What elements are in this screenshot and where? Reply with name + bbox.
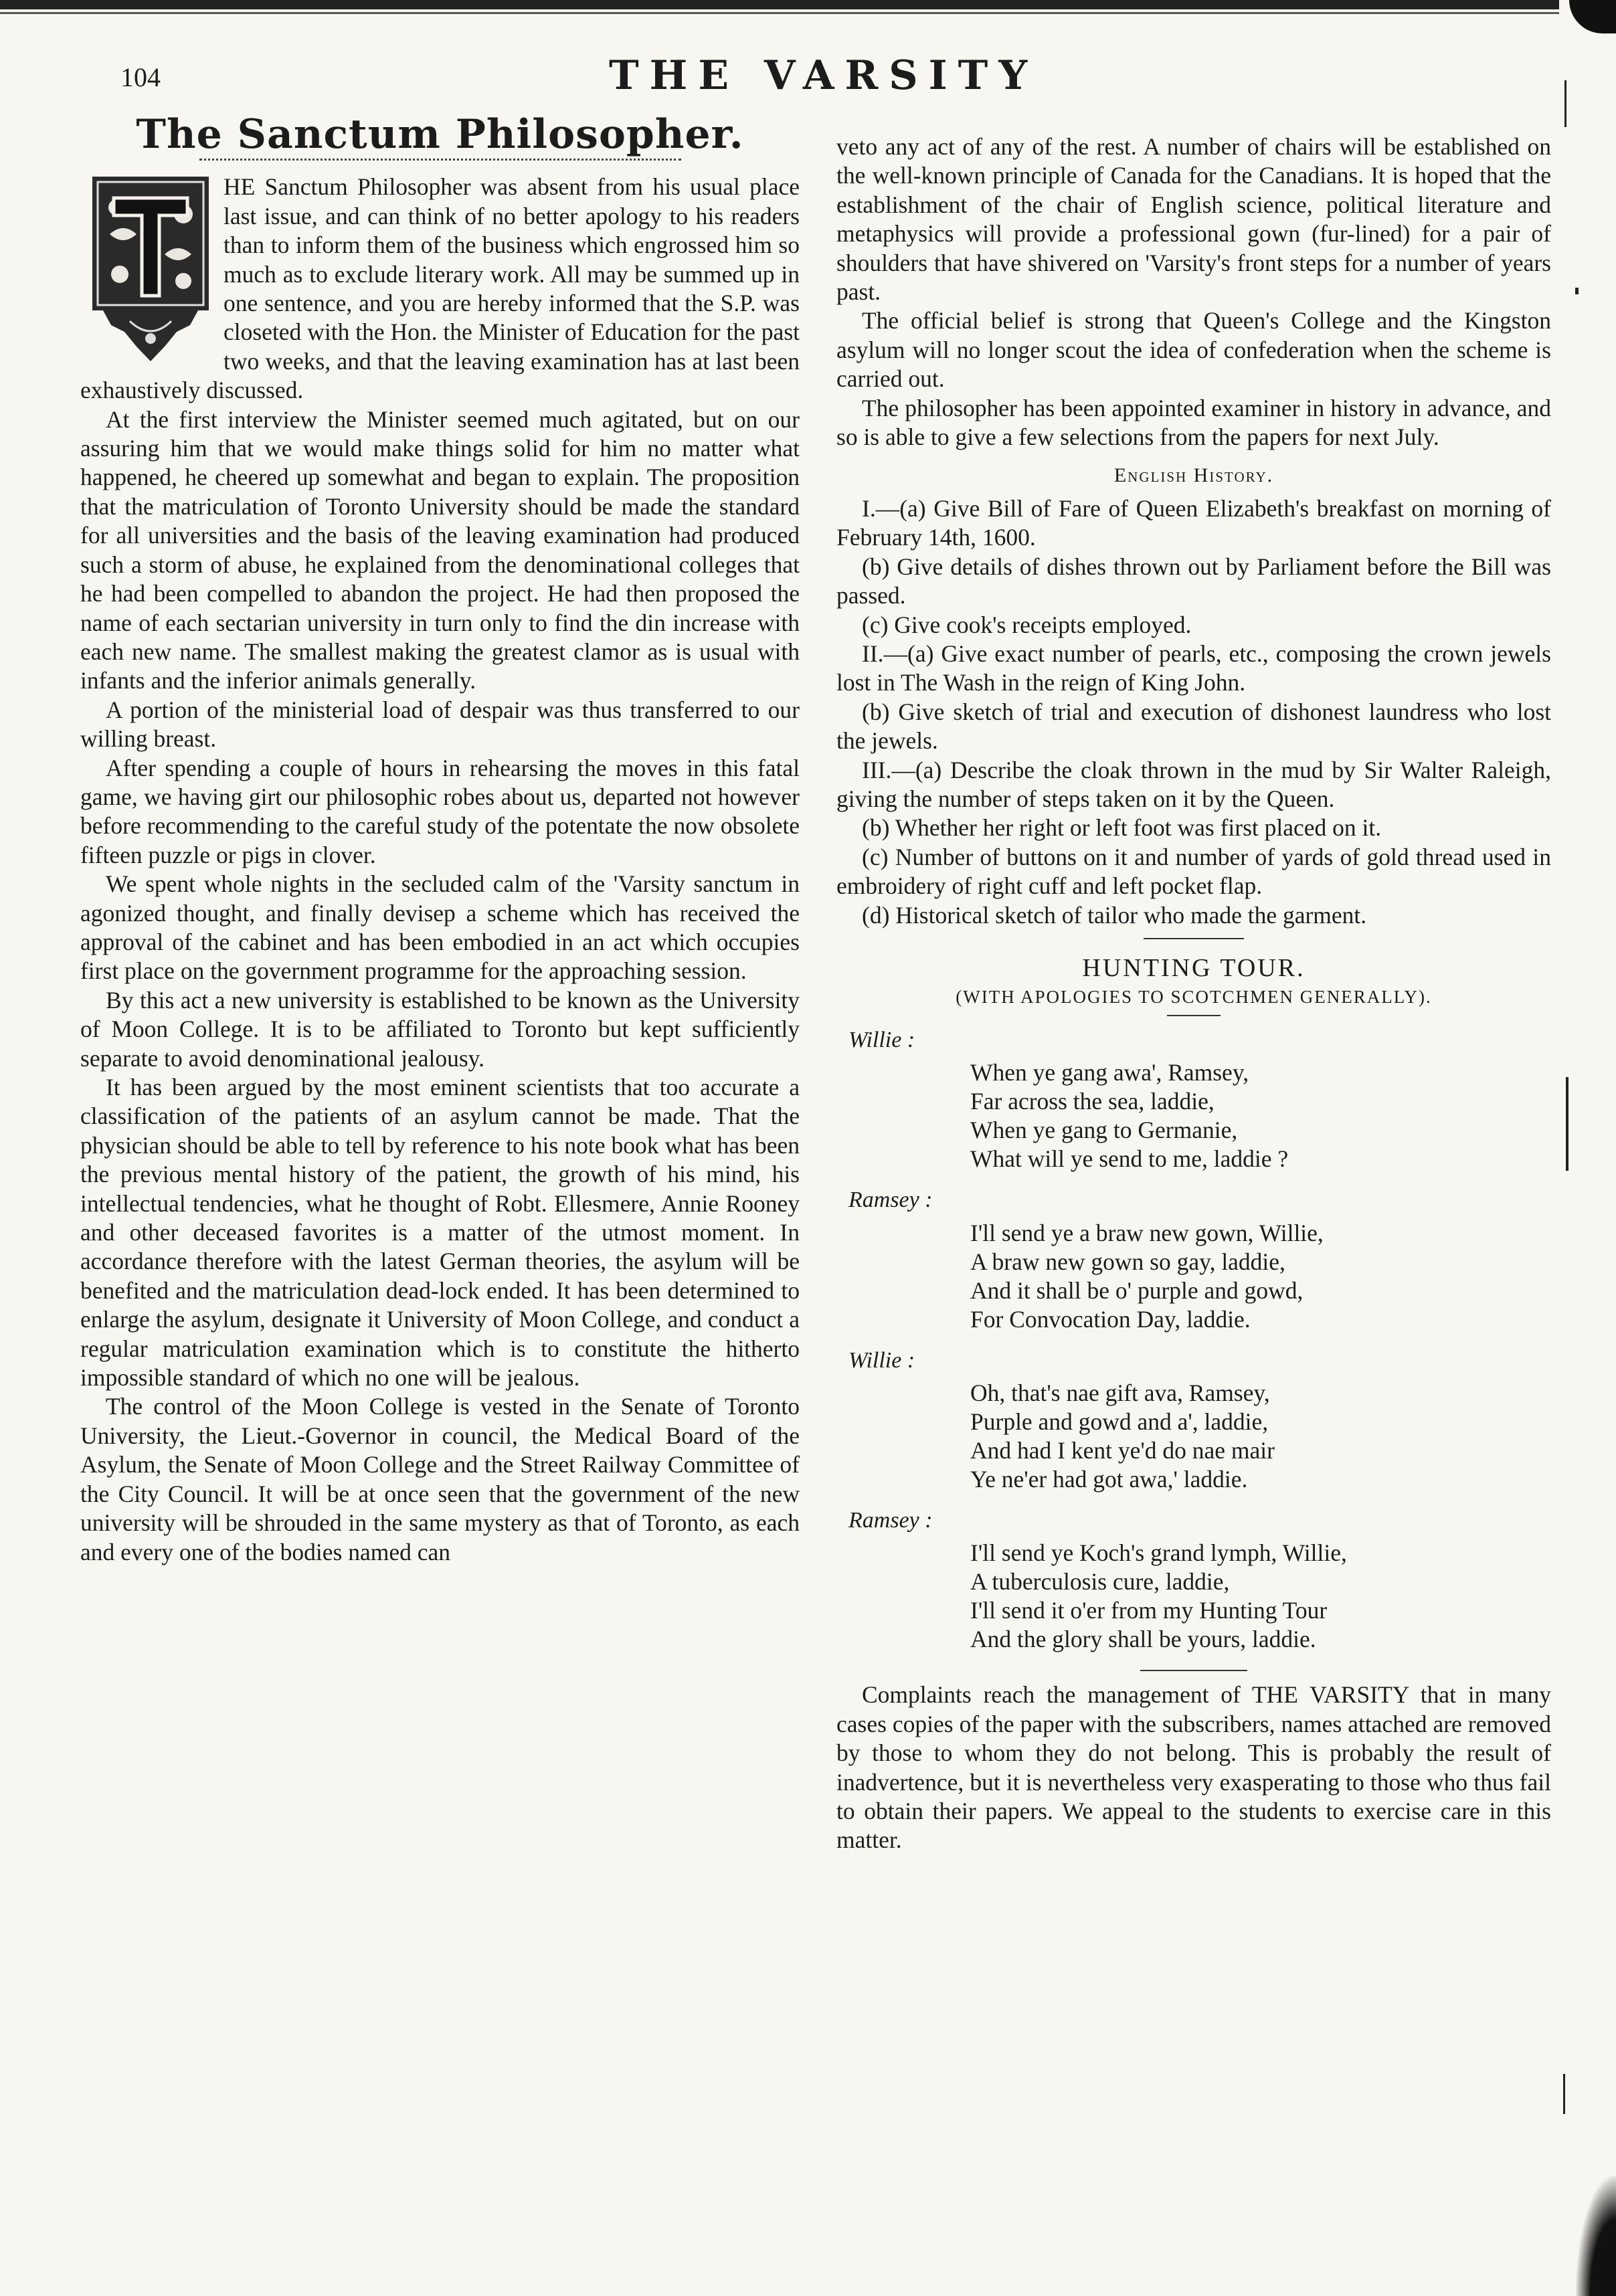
poem-line: Far across the sea, laddie, [970, 1088, 1215, 1115]
poem-line: I'll send ye a braw new gown, Willie, [970, 1219, 1324, 1246]
scan-margin-mark [1563, 2074, 1565, 2114]
section-divider [1144, 938, 1244, 939]
article-paragraph: After spending a couple of hours in rehearsing the moves in this fatal game, we having girt our philosophic robes about us, departed not however before recommending to the careful study of the potentate the now obsolete fifteen puzzle or pigs in clover. [80, 754, 800, 868]
exam-question: (c) Number of buttons on it and number of yards of gold thread used in embroidery of right cuff and left pocket flap. [836, 843, 1551, 900]
scan-margin-mark [1564, 80, 1566, 127]
title-dotted-rule [199, 159, 681, 161]
poem-stanza-block [836, 1026, 1551, 1173]
notice-divider [1140, 1670, 1247, 1671]
poem-stanza-block [836, 1506, 1551, 1654]
scan-corner-shadow-bottom [1576, 2176, 1616, 2296]
poem-stanza-block [836, 1346, 1551, 1494]
poem-stanza [970, 1379, 1551, 1494]
poem-line: For Convocation Day, laddie. [970, 1305, 1251, 1333]
article-paragraph: The official belief is strong that Queen's College and the Kingston asylum will no longer scout the idea of confederation when the scheme is carried out. [836, 307, 1551, 393]
poem-subtitle: (WITH APOLOGIES TO SCOTCHMEN GENERALLY). [956, 987, 1432, 1008]
exam-question: II.—(a) Give exact number of pearls, etc., composing the crown jewels lost in The Wash in the reign of King John. [836, 640, 1551, 696]
poem-line: A braw new gown so gay, laddie, [970, 1248, 1285, 1275]
poem-stanza-block [836, 1185, 1551, 1333]
article-paragraph: The philosopher has been appointed examiner in history in advance, and so is able to give a few selections from the papers for next July. [836, 394, 1551, 451]
scan-margin-mark [1566, 1077, 1568, 1171]
poem-title-rule [1167, 1015, 1221, 1016]
exam-question: (b) Give sketch of trial and execution of dishonest laundress who lost the jewels. [836, 698, 1551, 755]
ornamental-dropcap-icon [90, 174, 211, 365]
right-column [836, 132, 1551, 1855]
poem-line: Ye ne'er had got awa,' laddie. [970, 1466, 1248, 1493]
exam-question: (b) Whether her right or left foot was first placed on it. [862, 814, 1382, 842]
poem-stanza [970, 1539, 1551, 1654]
article-paragraph: By this act a new university is established to be known as the University of Moon College. It is to be affiliated to Toronto but kept sufficiently separate to avoid denominational jealousy. [80, 986, 800, 1072]
article-paragraph: HE Sanctum Philosopher was absent from his usual place last issue, and can think of no better apology to his readers than to inform them of the business which engrossed him so much as to exclude literary work. All may be summed up in one sentence, and you are hereby informed that the S.P. was closeted with the Hon. the Minister of Education for the past two weeks, and that the leaving examination has at last been exhaustively discussed. [80, 173, 800, 404]
masthead-title: THE VARSITY [609, 52, 1039, 99]
notice-paragraph: Complaints reach the management of THE VARSITY that in many cases copies of the paper with the subscribers, names attached are removed by those to whom they do not belong. This is probably the result of inadvertence, but it is nevertheless very exasperating to those who thus fail to obtain their papers. We appeal to the students to exercise care in this matter. [836, 1681, 1551, 1854]
poem-line: When ye gang awa', Ramsey, [970, 1059, 1249, 1086]
poem-line: I'll send it o'er from my Hunting Tour [970, 1597, 1328, 1624]
poem-stanza [970, 1058, 1551, 1173]
poem-line: And it shall be o' purple and gowd, [970, 1276, 1304, 1304]
top-border-rule-thin [0, 12, 1559, 14]
poem-line: And the glory shall be yours, laddie. [970, 1626, 1316, 1653]
scan-corner-shadow [1569, 0, 1616, 33]
article-paragraph: The control of the Moon College is vested in the Senate of Toronto University, the Lieut.-Governor in council, the Medical Board of the Asylum, the Senate of Moon College and the Street Railway Committee of the City Council. It will be at once seen that the government of the new university will be shrouded in the same mystery as that of Toronto, as each and every one of the bodies named can [80, 1393, 800, 1565]
poem-speaker: Ramsey : [848, 1508, 933, 1533]
poem-line: What will ye send to me, laddie ? [970, 1145, 1289, 1173]
top-border-rule [0, 0, 1559, 9]
left-column [80, 111, 800, 1567]
exam-question: I.—(a) Give Bill of Fare of Queen Elizabeth's breakfast on morning of February 14th, 1600. [836, 494, 1551, 551]
poem-line: Oh, that's nae gift ava, Ramsey, [970, 1379, 1270, 1406]
poem-title: HUNTING TOUR. [1082, 953, 1306, 982]
poem-line: A tuberculosis cure, laddie, [970, 1568, 1230, 1596]
poem-stanza [970, 1219, 1551, 1334]
exam-question: (b) Give details of dishes thrown out by Parliament before the Bill was passed. [836, 553, 1551, 609]
article-title: The Sanctum Philosopher. [136, 111, 744, 158]
poem-line: I'll send ye Koch's grand lymph, Willie, [970, 1539, 1347, 1567]
poem-line: And had I kent ye'd do nae mair [970, 1437, 1275, 1464]
exam-question: III.—(a) Describe the cloak thrown in the mud by Sir Walter Raleigh, giving the number of steps taken on it by the Queen. [836, 756, 1551, 812]
article-paragraph: veto any act of any of the rest. A number of chairs will be established on the well-known principle of Canada for the Canadians. It is hoped that the establishment of the chair of English science, political literature and metaphysics will provide a professional gown (fur-lined) for a pair of shoulders that have shivered on 'Varsity's front steps for a number of years past. [836, 133, 1551, 306]
exam-question: (c) Give cook's receipts employed. [862, 611, 1192, 638]
article-paragraph: We spent whole nights in the secluded calm of the 'Varsity sanctum in agonized thought, and finally devisep a scheme which has received the approval of the cabinet and has been embodied in an act which occupies first place on the government programme for the approaching session. [80, 870, 800, 985]
article-paragraph: It has been argued by the most eminent scientists that too accurate a classification of the patients of an asylum cannot be made. That the physician should be able to tell by reference to his note book what has been the previous mental history of the patient, the growth of his mind, his intellectual tendencies, what he thought of Robt. Ellesmere, Annie Rooney and other deceased favorites is a matter of the utmost moment. In accordance therefore with the latest German theories, the asylum will be benefited and the matriculation dead-lock ended. It has been determined to enlarge the asylum, designate it University of Moon College, and conduct a regular matriculation examination which is to constitute the hitherto impossible standard of which no one will be jealous. [80, 1074, 800, 1392]
scan-margin-mark [1575, 288, 1579, 294]
poem-speaker: Willie : [848, 1027, 915, 1052]
poem-speaker: Ramsey : [848, 1187, 933, 1213]
article-paragraph: A portion of the ministerial load of despair was thus transferred to our willing breast. [80, 696, 800, 753]
poem-speaker: Willie : [848, 1347, 915, 1373]
poem-line: When ye gang to Germanie, [970, 1117, 1238, 1144]
exam-question: (d) Historical sketch of tailor who made the garment. [862, 901, 1367, 929]
page-number: 104 [120, 62, 161, 92]
article-paragraph: At the first interview the Minister seemed much agitated, but on our assuring him that we would make things solid for him no matter what happened, he cheered up somewhat and began to explain. The proposition that the matriculation of Toronto University should be made the standard for all universities and the basis of the leaving examination had produced such a storm of abuse, he explained from the denominational colleges that he had been compelled to abandon the project. He had then proposed the name of each sectarian university in turn only to find the din increase with each new name. The smallest making the greatest clamor as is usual with infants and the inferior animals generally. [80, 405, 800, 694]
exam-heading: English History. [1113, 464, 1274, 487]
poem-line: Purple and gowd and a', laddie, [970, 1408, 1269, 1435]
